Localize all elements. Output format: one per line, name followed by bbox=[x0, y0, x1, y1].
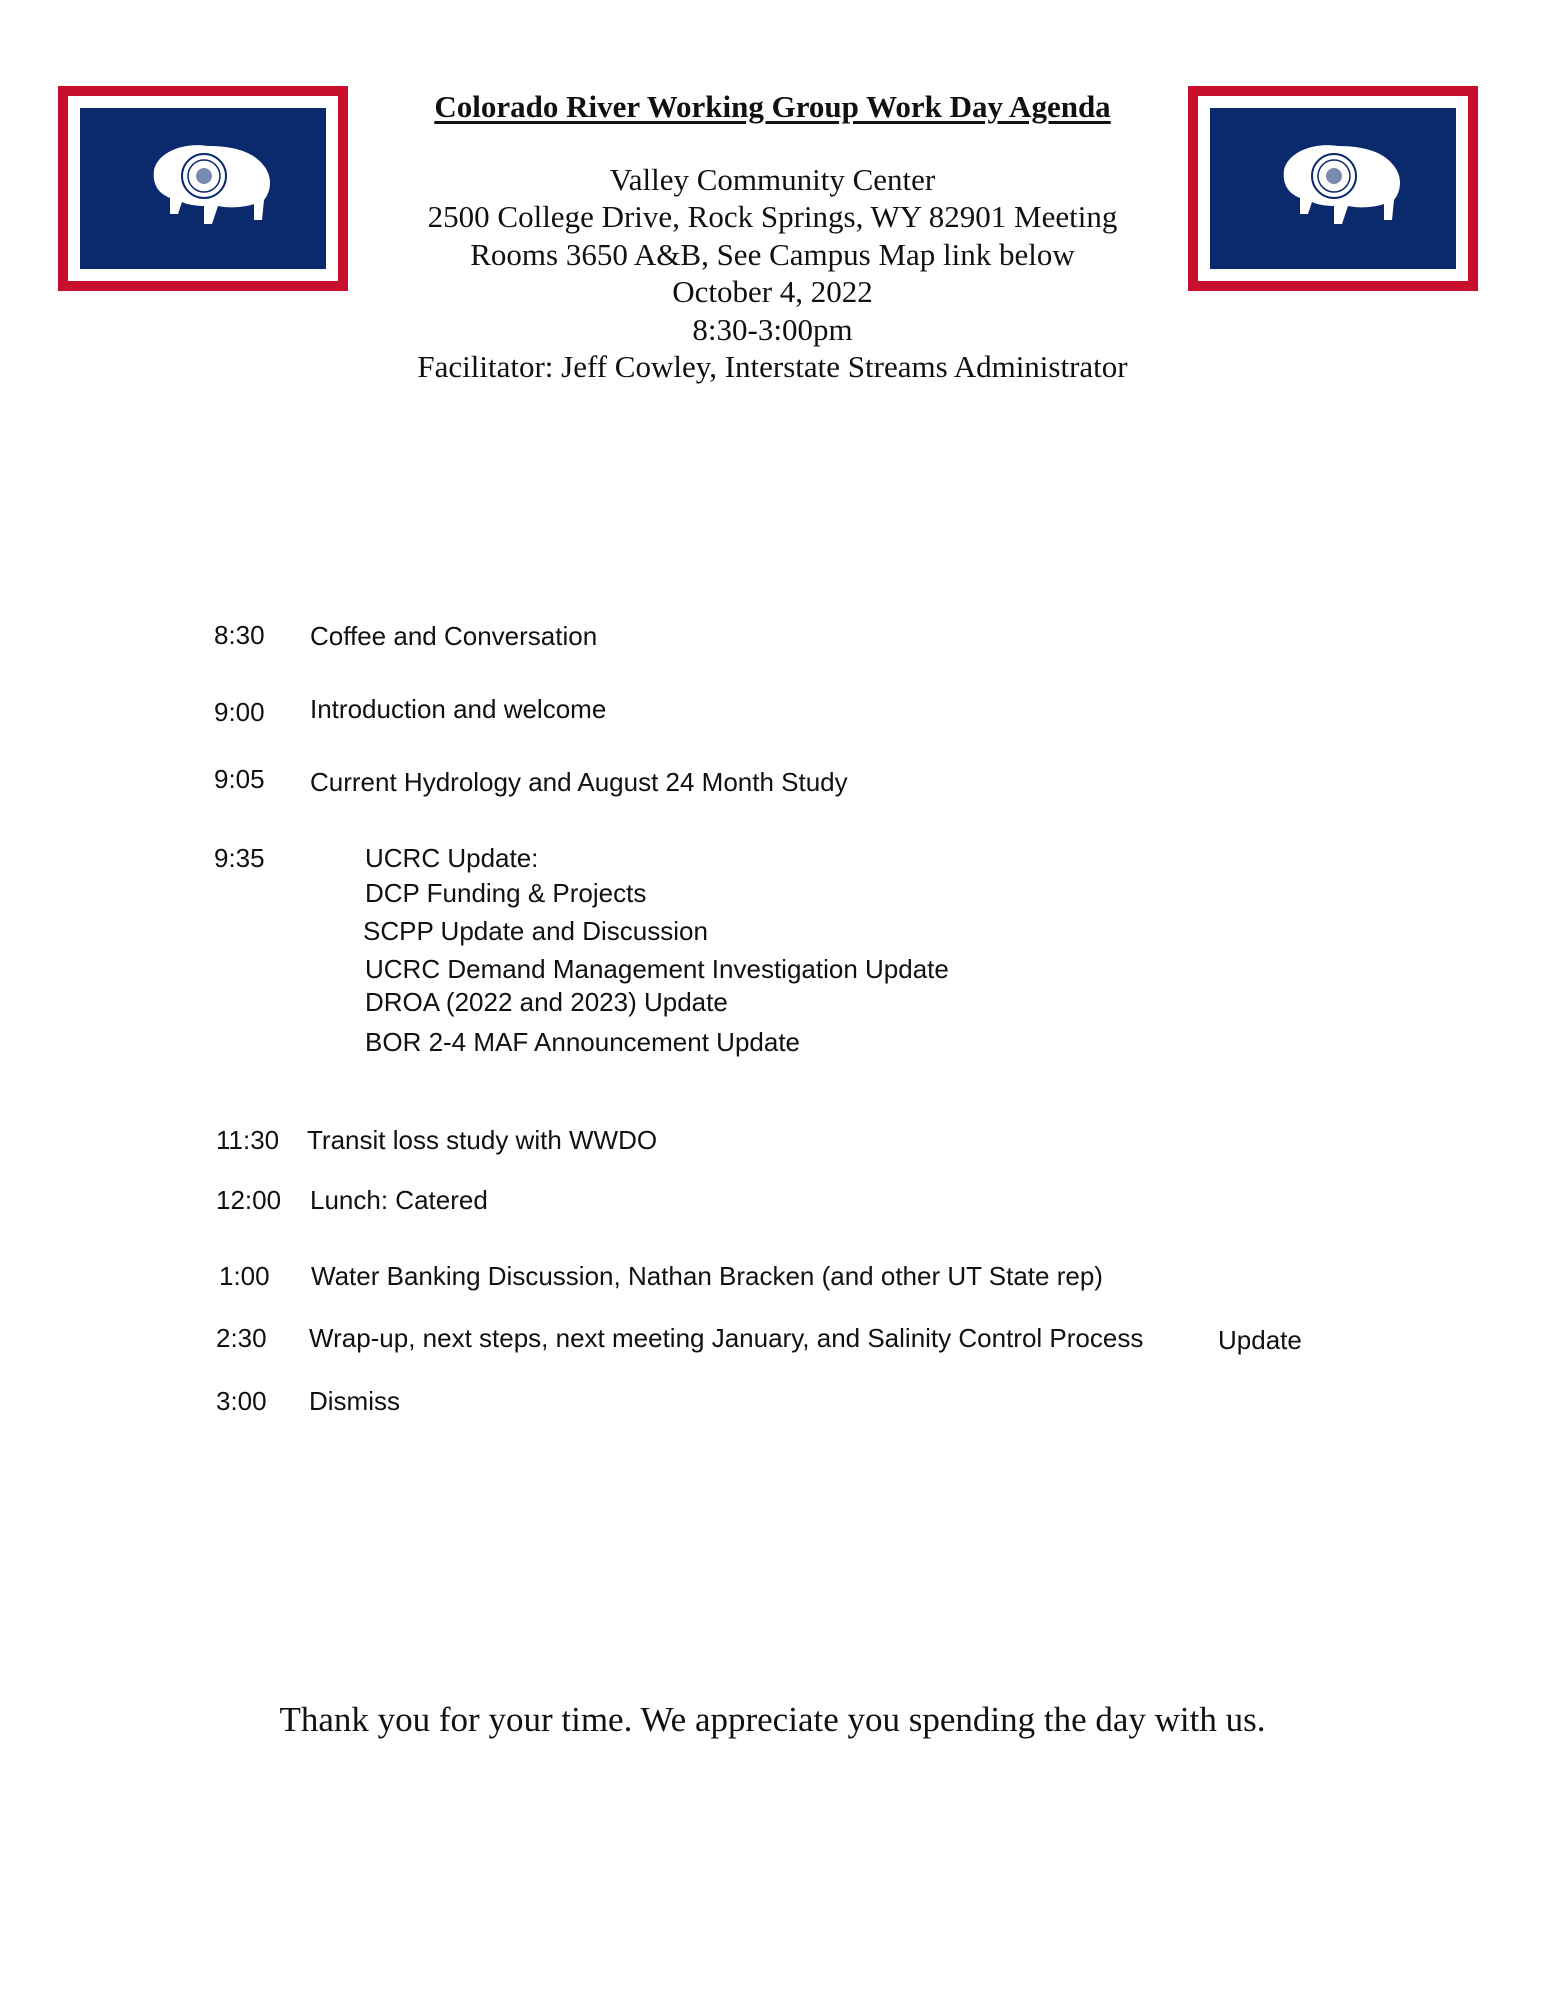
page-title: Colorado River Working Group Work Day Agenda bbox=[434, 89, 1111, 124]
agenda-subitem: DCP Funding & Projects bbox=[365, 878, 647, 908]
agenda-item: UCRC Update: bbox=[365, 843, 539, 873]
agenda-item: Coffee and Conversation bbox=[310, 621, 598, 651]
agenda-item: Wrap-up, next steps, next meeting January, and Salinity Control Process bbox=[309, 1323, 1144, 1353]
agenda-subitem: BOR 2-4 MAF Announcement Update bbox=[365, 1027, 801, 1057]
agenda-time: 9:05 bbox=[214, 764, 265, 794]
agenda-subitem: UCRC Demand Management Investigation Update bbox=[365, 954, 949, 984]
agenda-subitem: SCPP Update and Discussion bbox=[363, 916, 708, 946]
agenda-time: 9:00 bbox=[214, 697, 265, 727]
agenda-time: 2:30 bbox=[216, 1323, 267, 1353]
agenda-item: Lunch: Catered bbox=[310, 1185, 488, 1215]
address-line: 2500 College Drive, Rock Springs, WY 82901 Meeting bbox=[427, 199, 1118, 234]
agenda-time: 3:00 bbox=[216, 1386, 267, 1416]
agenda-item-tail: Update bbox=[1218, 1325, 1302, 1355]
agenda-time: 9:35 bbox=[214, 843, 265, 873]
agenda-time: 12:00 bbox=[216, 1185, 282, 1215]
rooms-line: Rooms 3650 A&B, See Campus Map link below bbox=[470, 236, 1075, 272]
closing-message: Thank you for your time. We appreciate you spending the day with us. bbox=[279, 1700, 1266, 1739]
meeting-hours: 8:30-3:00pm bbox=[692, 311, 853, 347]
agenda-subitem: DROA (2022 and 2023) Update bbox=[365, 987, 728, 1017]
agenda-time: 11:30 bbox=[216, 1125, 280, 1155]
agenda-item: Introduction and welcome bbox=[310, 694, 607, 724]
facilitator: Facilitator: Jeff Cowley, Interstate Streams Administrator bbox=[417, 349, 1128, 384]
venue: Valley Community Center bbox=[609, 161, 936, 197]
agenda-item: Transit loss study with WWDO bbox=[307, 1125, 658, 1155]
agenda-time: 8:30 bbox=[214, 620, 265, 650]
meeting-date: October 4, 2022 bbox=[672, 274, 873, 309]
agenda-item: Water Banking Discussion, Nathan Bracken (and other UT State rep) bbox=[311, 1261, 1103, 1291]
agenda-item: Dismiss bbox=[309, 1386, 400, 1416]
agenda-time: 1:00 bbox=[219, 1261, 270, 1291]
agenda-item: Current Hydrology and August 24 Month Study bbox=[310, 767, 848, 797]
